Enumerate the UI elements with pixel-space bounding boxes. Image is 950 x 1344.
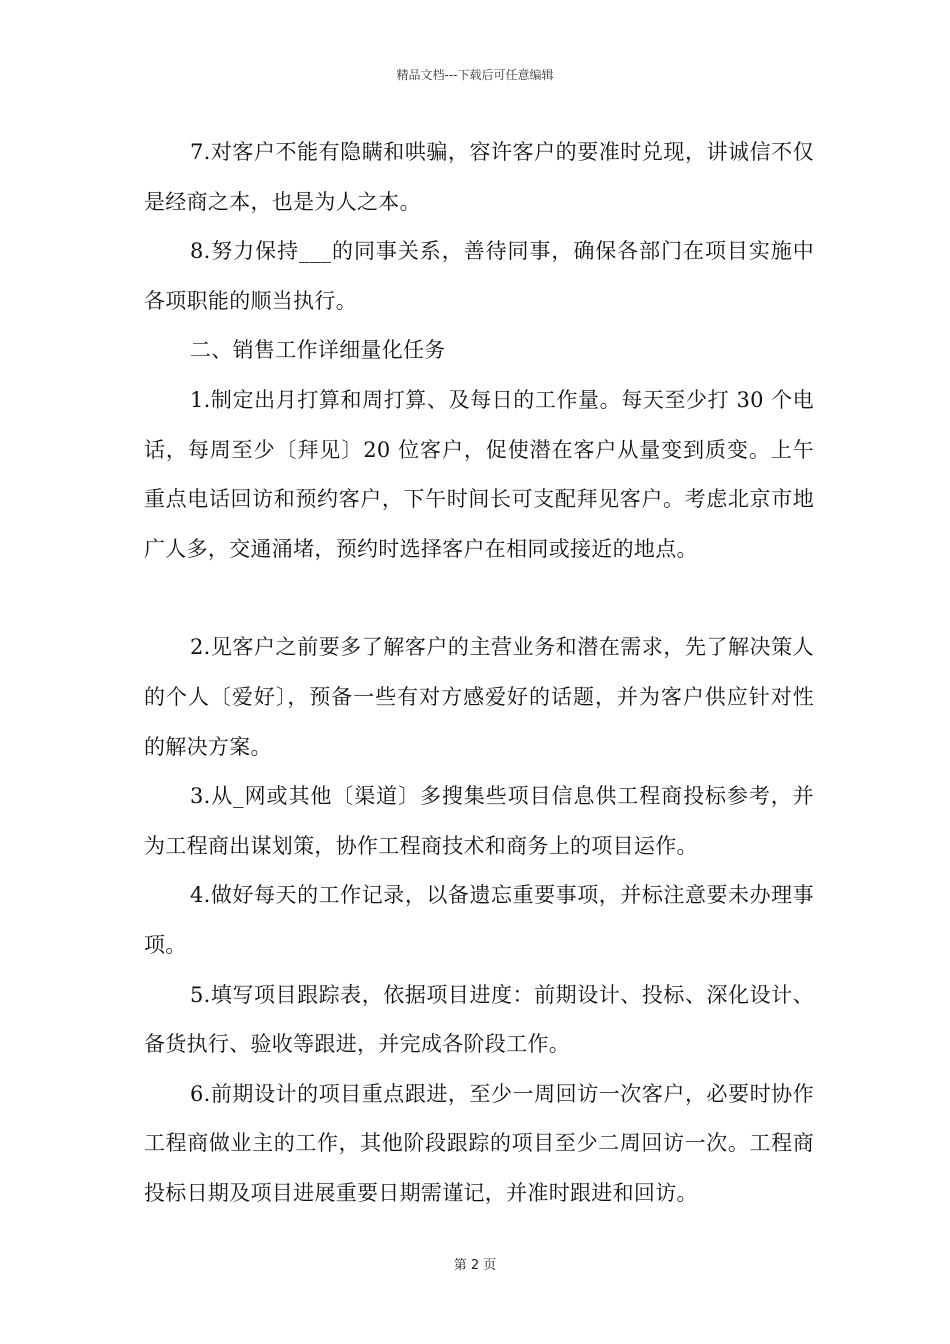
page-number: 第 2 页 <box>453 1258 497 1273</box>
paragraph-task-5: 5.填写项目跟踪表，依据项目进度：前期设计、投标、深化设计、备货执行、验收等跟进，并完成各阶段工作。 <box>144 982 814 1057</box>
section-heading-sales-tasks: 二、销售工作详细量化任务 <box>190 338 446 363</box>
paragraph-task-3: 3.从_网或其他〔渠道〕多搜集些项目信息供工程商投标参考，并为工程商出谋划策，协作工程商技术和商务上的项目运作。 <box>144 784 814 858</box>
paragraph-task-2: 2.见客户之前要多了解客户的主营业务和潜在需求，先了解决策人的个人〔爱好〕，预备一些有对方感爱好的话题，并为客户供应针对性的解决方案。 <box>144 635 814 759</box>
document-body <box>144 128 814 1218</box>
paragraph-task-6: 6.前期设计的项目重点跟进，至少一周回访一次客户，必要时协作工程商做业主的工作，其他阶段跟踪的项目至少二周回访一次。工程商投标日期及项目进展重要日期需谨记，并准时跟进和回访。 <box>144 1081 814 1205</box>
paragraph-task-4: 4.做好每天的工作记录，以备遗忘重要事项，并标注意要未办理事项。 <box>144 883 814 957</box>
page-header: 精品文档---下载后可任意编辑 <box>396 68 554 82</box>
paragraph-item-7: 7.对客户不能有隐瞒和哄骗，容许客户的要准时兑现，讲诚信不仅是经商之本，也是为人之本。 <box>144 140 814 214</box>
paragraph-task-1: 1.制定出月打算和周打算、及每日的工作量。每天至少打 30 个电话，每周至少〔拜见〕20 位客户，促使潜在客户从量变到质变。上午重点电话回访和预约客户，下午时间长可支配拜见客户。考虑北京市地广人多，交通涌堵，预约时选择客户在相同或接近的地点。 <box>144 387 814 561</box>
paragraph-item-8: 8.努力保持___的同事关系，善待同事，确保各部门在项目实施中各项职能的顺当执行。 <box>144 239 814 313</box>
